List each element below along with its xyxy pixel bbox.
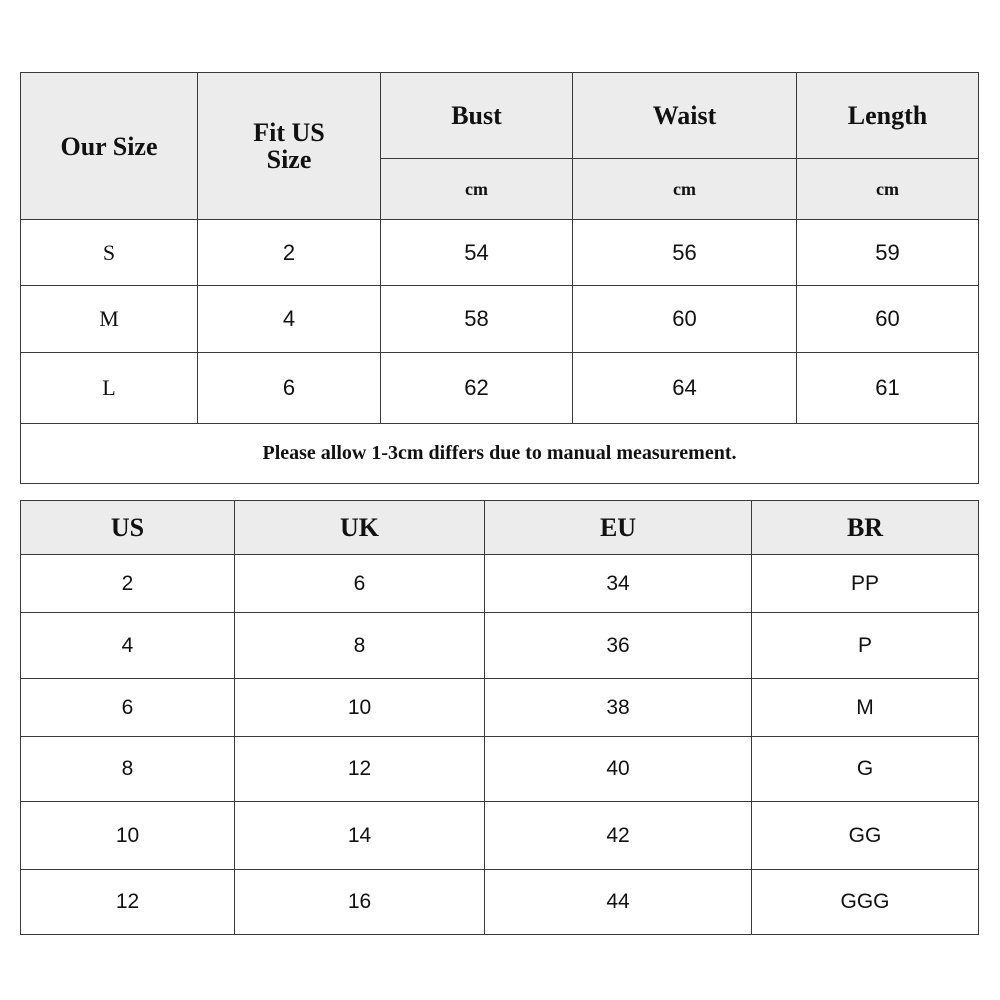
cell-br: G xyxy=(752,737,979,802)
cell-our-size: L xyxy=(21,353,198,424)
cell-br: P xyxy=(752,613,979,679)
header-fit-us-size xyxy=(198,73,381,220)
cell-us: 12 xyxy=(21,870,235,935)
size-chart-table xyxy=(20,72,979,484)
cell-waist: 64 xyxy=(573,353,797,424)
cell-uk: 6 xyxy=(235,555,485,613)
cell-fit-us: 6 xyxy=(198,353,381,424)
table-row xyxy=(21,613,979,679)
cell-eu: 40 xyxy=(485,737,752,802)
size-conversion-table xyxy=(20,500,979,935)
cell-fit-us: 4 xyxy=(198,286,381,353)
cell-uk: 10 xyxy=(235,679,485,737)
header-us: US xyxy=(21,501,235,555)
table-row xyxy=(21,679,979,737)
cell-uk: 12 xyxy=(235,737,485,802)
cell-uk: 16 xyxy=(235,870,485,935)
table-row xyxy=(21,286,979,353)
cell-bust: 62 xyxy=(381,353,573,424)
header-waist-unit: cm xyxy=(573,159,797,220)
cell-length: 60 xyxy=(797,286,979,353)
header-length-unit: cm xyxy=(797,159,979,220)
cell-us: 10 xyxy=(21,802,235,870)
cell-uk: 14 xyxy=(235,802,485,870)
cell-eu: 44 xyxy=(485,870,752,935)
cell-our-size: S xyxy=(21,220,198,286)
header-length: Length xyxy=(797,73,979,159)
header-fit-us-size-label: Fit US Size xyxy=(253,118,325,174)
table-row xyxy=(21,220,979,286)
table-row xyxy=(21,802,979,870)
header-eu: EU xyxy=(485,501,752,555)
cell-eu: 36 xyxy=(485,613,752,679)
cell-br: GG xyxy=(752,802,979,870)
header-bust: Bust xyxy=(381,73,573,159)
header-our-size: Our Size xyxy=(21,73,198,220)
cell-br: M xyxy=(752,679,979,737)
cell-our-size: M xyxy=(21,286,198,353)
cell-us: 8 xyxy=(21,737,235,802)
cell-us: 2 xyxy=(21,555,235,613)
header-bust-unit: cm xyxy=(381,159,573,220)
header-waist: Waist xyxy=(573,73,797,159)
header-uk: UK xyxy=(235,501,485,555)
cell-length: 59 xyxy=(797,220,979,286)
header-br: BR xyxy=(752,501,979,555)
cell-bust: 54 xyxy=(381,220,573,286)
cell-fit-us: 2 xyxy=(198,220,381,286)
cell-br: GGG xyxy=(752,870,979,935)
cell-length: 61 xyxy=(797,353,979,424)
table-row xyxy=(21,555,979,613)
table-row xyxy=(21,737,979,802)
table-row xyxy=(21,870,979,935)
cell-eu: 42 xyxy=(485,802,752,870)
cell-uk: 8 xyxy=(235,613,485,679)
cell-eu: 34 xyxy=(485,555,752,613)
cell-us: 6 xyxy=(21,679,235,737)
cell-bust: 58 xyxy=(381,286,573,353)
cell-br: PP xyxy=(752,555,979,613)
measurement-note: Please allow 1-3cm differs due to manual measurement. xyxy=(21,424,979,484)
cell-eu: 38 xyxy=(485,679,752,737)
cell-waist: 60 xyxy=(573,286,797,353)
cell-waist: 56 xyxy=(573,220,797,286)
table-row xyxy=(21,353,979,424)
cell-us: 4 xyxy=(21,613,235,679)
